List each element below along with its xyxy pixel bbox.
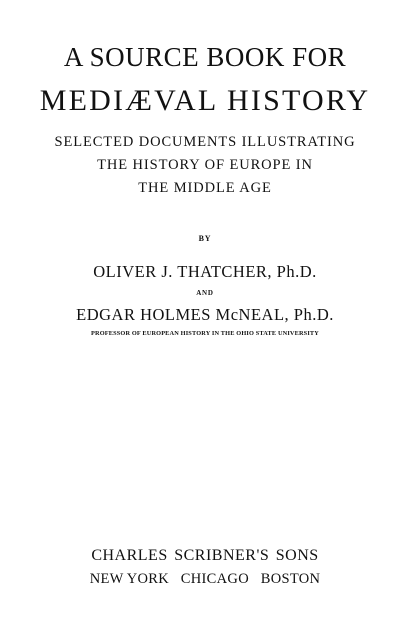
subtitle-line-2: THE HISTORY OF EUROPE IN [97, 157, 313, 173]
publisher-name: CHARLES SCRIBNER'S SONS [91, 547, 319, 564]
publisher-cities: NEW YORK CHICAGO BOSTON [89, 571, 321, 587]
author-affiliation: PROFESSOR OF EUROPEAN HISTORY IN THE OHIO STATE UNIVERSITY [91, 330, 319, 337]
subtitle-line-1: SELECTED DOCUMENTS ILLUSTRATING [54, 134, 356, 150]
by-label: BY [198, 234, 212, 243]
author-2: EDGAR HOLMES McNEAL, Ph.D. [76, 305, 334, 324]
and-label: AND [196, 289, 214, 297]
book-title-line-1: A SOURCE BOOK FOR [63, 42, 347, 72]
book-title-line-2: MEDIÆVAL HISTORY [39, 84, 371, 117]
author-1: OLIVER J. THATCHER, Ph.D. [93, 262, 317, 281]
subtitle-line-3: THE MIDDLE AGE [138, 180, 272, 196]
